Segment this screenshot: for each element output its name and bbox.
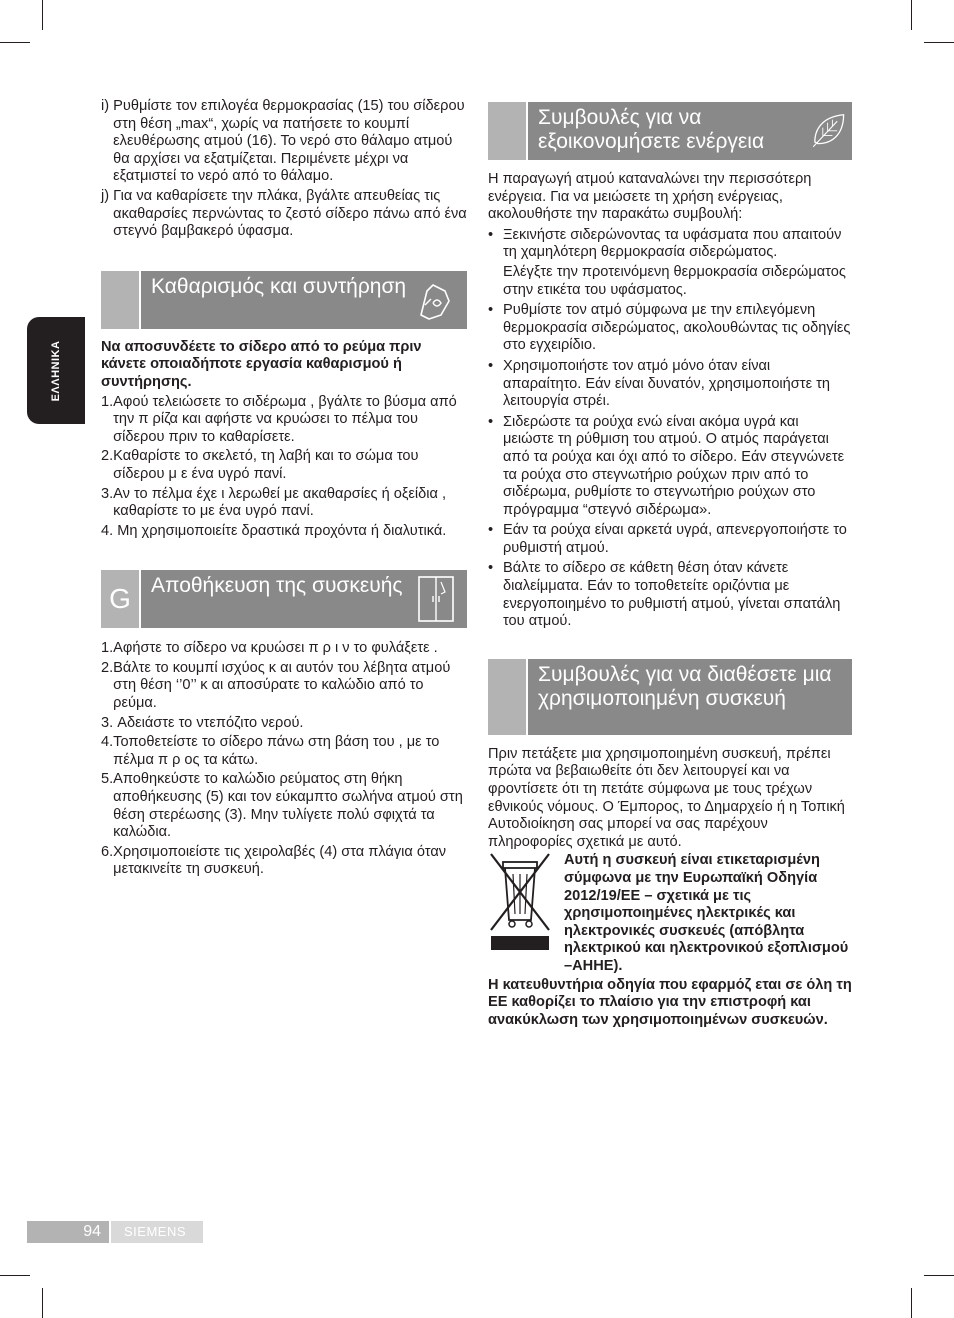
directive-text: Η κατευθυντήρια οδηγία που εφαρμόζ εται σε όλη τη ΕΕ καθορίζει το πλαίσιο για την επιστροφή και ανακύκλωση των χρησιμοποιημένων συσκευών. [488, 976, 852, 1028]
list-text: Εάν τα ρούχα είναι αρκετά υγρά, απενεργοποιήστε το ρυθμιστή ατμού. [503, 522, 847, 556]
hand-wipe-icon [411, 275, 461, 325]
cleaning-list [101, 394, 467, 541]
list-item [101, 734, 467, 769]
wardrobe-icon [411, 574, 461, 624]
list-label: 3. [101, 714, 118, 731]
page-number-text: 94 [83, 1223, 101, 1240]
list-label: 5. [101, 771, 114, 788]
bullet-icon: • [488, 522, 494, 539]
list-text: Καθαρίστε το σκελετό, τη λαβή και το σώμα του σίδερου μ ε ένα υγρό πανί. [113, 448, 419, 482]
list-item [488, 522, 852, 557]
list-label: 3. [101, 485, 114, 502]
list-item [101, 394, 467, 447]
crop-mark [924, 42, 954, 43]
list-text: Τοποθετείστε το σίδερο πάνω στη βάση του , με το πέλμα π ρ ος τα κάτω. [113, 734, 440, 768]
list-text: Χρησιμοποιήστε τον ατμό μόνο όταν είναι απαραίτητο. Εάν είναι δυνατόν, χρησιμοποιήστε τη λειτουργία στρέι. [503, 357, 831, 410]
list-text-extra: Ελέγξτε την προτεινόμενη θερμοκρασία σιδερώματος στην ετικέτα του υφάσματος. [503, 263, 846, 298]
section-tab [488, 102, 528, 160]
weee-symbol [488, 852, 564, 975]
list-label: 6. [101, 843, 114, 860]
list-label: j) [101, 187, 114, 204]
disposal-section-header [488, 659, 852, 735]
list-label: 2. [101, 448, 114, 465]
section-tab [488, 659, 528, 735]
crop-mark [911, 1288, 912, 1318]
list-item [101, 523, 467, 541]
intro-list [101, 98, 467, 241]
list-item [101, 486, 467, 521]
right-column [488, 102, 852, 1029]
crop-mark [911, 0, 912, 30]
list-item [101, 640, 467, 658]
cleaning-section-header [101, 271, 467, 329]
list-text: Βάλτε το σίδερο σε κάθετη θέση όταν κάνετε διαλείμματα. Εάν το τοποθετείτε οριζόντια με ενεργοποιημένο το ρυθμιστή ατμού, γίνεται σπατάλη του ατμού. [503, 560, 841, 630]
section-title: Καθαρισμός και συντήρηση [151, 274, 407, 298]
weee-block [488, 852, 852, 975]
language-tab [27, 317, 85, 424]
list-item [488, 414, 852, 520]
bullet-icon: • [488, 302, 494, 319]
list-label: 1. [101, 640, 114, 657]
section-title: Συμβουλές για να διαθέσετε μια χρησιμοποιημένη συσκευή [538, 662, 832, 710]
list-text: Ρυθμίστε τον επιλογέα θερμοκρασίας (15) του σίδερου στη θέση „max“, χωρίς να πατήσετε το κουμπί ελευθέρωσης ατμού (16). Το νερό στο θάλαμο ατμού θα αρχίσει να εξατμίζεται. Περιμένετε μέχρι να εξατμιστεί το νερό από το θάλαμο. [113, 98, 465, 185]
list-label: 1. [101, 393, 114, 410]
list-label: 2. [101, 659, 114, 676]
list-text: Αποθηκεύστε το καλώδιο ρεύματος στη θήκη αποθήκευσης (5) και τον εύκαμπτο σωλήνα ατμού στη θέση στερέωσης (3). Μην τυλίγετε πολύ σφιχτά τα καλώδια. [113, 771, 463, 841]
list-text: Για να καθαρίσετε την πλάκα, βγάλτε απευθείας τις ακαθαρσίες περνώντας το ζεστό σίδερο πάνω από ένα στεγνό βαμβακερό ύφασμα. [113, 187, 467, 240]
list-text: Ρυθμίστε τον ατμό σύμφωνα με την επιλεγόμενη θερμοκρασία σιδερώματος, ακολουθώντας τις οδηγίες στο εγχειρίδιο. [503, 302, 851, 354]
list-text: Βάλτε το κουμπί ισχύος κ αι αυτόν του λέβητα ατμού στη θέση ‘’0’’ κ αι αποσύρατε το καλώδιο από το ρεύμα. [113, 659, 451, 712]
crop-mark [42, 0, 43, 30]
list-text: Χρησιμοποιείστε τις χειρολαβές (4) στα πλάγια όταν μετακινείτε τη συσκευή. [113, 843, 447, 878]
leaf-icon [810, 110, 850, 150]
section-letter: G [101, 570, 141, 628]
crop-mark [0, 42, 30, 43]
crop-mark [924, 1275, 954, 1276]
list-label: 4. [101, 734, 114, 751]
list-item [488, 302, 852, 355]
left-column [101, 98, 467, 879]
section-tab [101, 271, 141, 329]
disposal-intro: Πριν πετάξετε μια χρησιμοποιημένη συσκευή, πρέπει πρώτα να βεβαιωθείτε ότι δεν λειτουργεί και να φροντίσετε ότι τη πετάτε σύμφωνα με τους τρέχων εθνικούς νόμους. Ο Έμπορος, το Δημαρχείο ή η Τοπική Αυτοδιοίκηση σας μπορεί να σας παρέχουν πληροφορίες σχετικά με αυτό. [488, 745, 845, 850]
list-item [488, 358, 852, 411]
crop-mark [0, 1275, 30, 1276]
list-item [101, 188, 467, 241]
weee-text: Αυτή η συσκευή είναι ετικεταρισμένη σύμφωνα με την Ευρωπαϊκή Οδηγία 2012/19/EE – σχετικά με τις χρησιμοποιημένες ηλεκτρικές και ηλεκτρονικές συσκευές (απόβλητα ηλεκτρικού και ηλεκτρονικού εξοπλισμού –AHHE). [564, 852, 849, 974]
bullet-icon: • [488, 560, 494, 577]
list-text: Αφού τελειώσετε το σιδέρωμα , βγάλτε το βύσμα από την π ρίζα και αφήστε να κρυώσει το πέλμα του σίδερου πριν το καθαρίσετε. [113, 393, 457, 445]
list-item [101, 771, 467, 841]
list-item [101, 844, 467, 879]
list-label: i) [101, 98, 114, 114]
list-text: Μη χρησιμοποιείτε δραστικά προχόντα ή διαλυτικά. [117, 522, 447, 539]
list-item [488, 227, 852, 299]
storage-list [101, 640, 467, 879]
list-item [101, 448, 467, 483]
list-text: Σιδερώστε τα ρούχα ενώ είναι ακόμα υγρά και μειώστε τη ρύθμιση του ατμού. Ο ατμός παράγεται από τα ρούχα και όχι από το σίδερο. Εάν στεγνώνετε τα ρούχα στο στεγνωτήριο ρούχων πριν από το σιδέρωμα, ρυθμίστε το στεγνωτήριο ρούχων στο πρόγραμμα “στεγνό σιδέρωμα». [503, 413, 845, 518]
energy-section-header [488, 102, 852, 160]
list-item [101, 715, 467, 733]
list-text: Αφήστε το σίδερο να κρυώσει π ρ ι ν το φυλάξετε . [113, 640, 438, 657]
energy-intro: Η παραγωγή ατμού καταναλώνει την περισσότερη ενέργεια. Για να μειώσετε τη χρήση ενέργειας, ακολουθήστε την παρακάτω συμβουλή: [488, 171, 812, 223]
cleaning-warning: Να αποσυνδέετε το σίδερο από το ρεύμα πριν κάνετε οποιαδήποτε εργασία καθαρισμού ή συντήρησης. [101, 338, 422, 390]
brand-label: SIEMENS [111, 1221, 203, 1243]
page-number [27, 1221, 109, 1243]
language-tab-label: ΕΛΛΗΝΙΚΑ [50, 340, 62, 401]
list-text: Ξεκινήστε σιδερώνοντας τα υφάσματα που απαιτούν τη χαμηλότερη θερμοκρασία σιδερώματος. [503, 226, 842, 261]
energy-bullets [488, 227, 852, 631]
list-item [101, 660, 467, 713]
section-title: Αποθήκευση της συσκευής [151, 574, 403, 598]
list-item [101, 98, 467, 186]
list-label: 4. [101, 522, 118, 539]
crossed-bin-icon [489, 852, 551, 952]
storage-section-header [101, 570, 467, 628]
crop-mark [42, 1288, 43, 1318]
section-title: Συμβουλές για να εξοικονομήσετε ενέργεια [538, 106, 765, 153]
list-item [488, 560, 852, 630]
list-text: Αν το πέλμα έχε ι λερωθεί με ακαθαρσίες ή οξείδια , καθαρίστε το με ένα υγρό πανί. [113, 485, 447, 520]
list-text: Αδειάστε το ντεπόζιτο νερού. [117, 714, 304, 731]
bullet-icon: • [488, 357, 494, 374]
bullet-icon: • [488, 226, 494, 243]
bullet-icon: • [488, 413, 494, 430]
